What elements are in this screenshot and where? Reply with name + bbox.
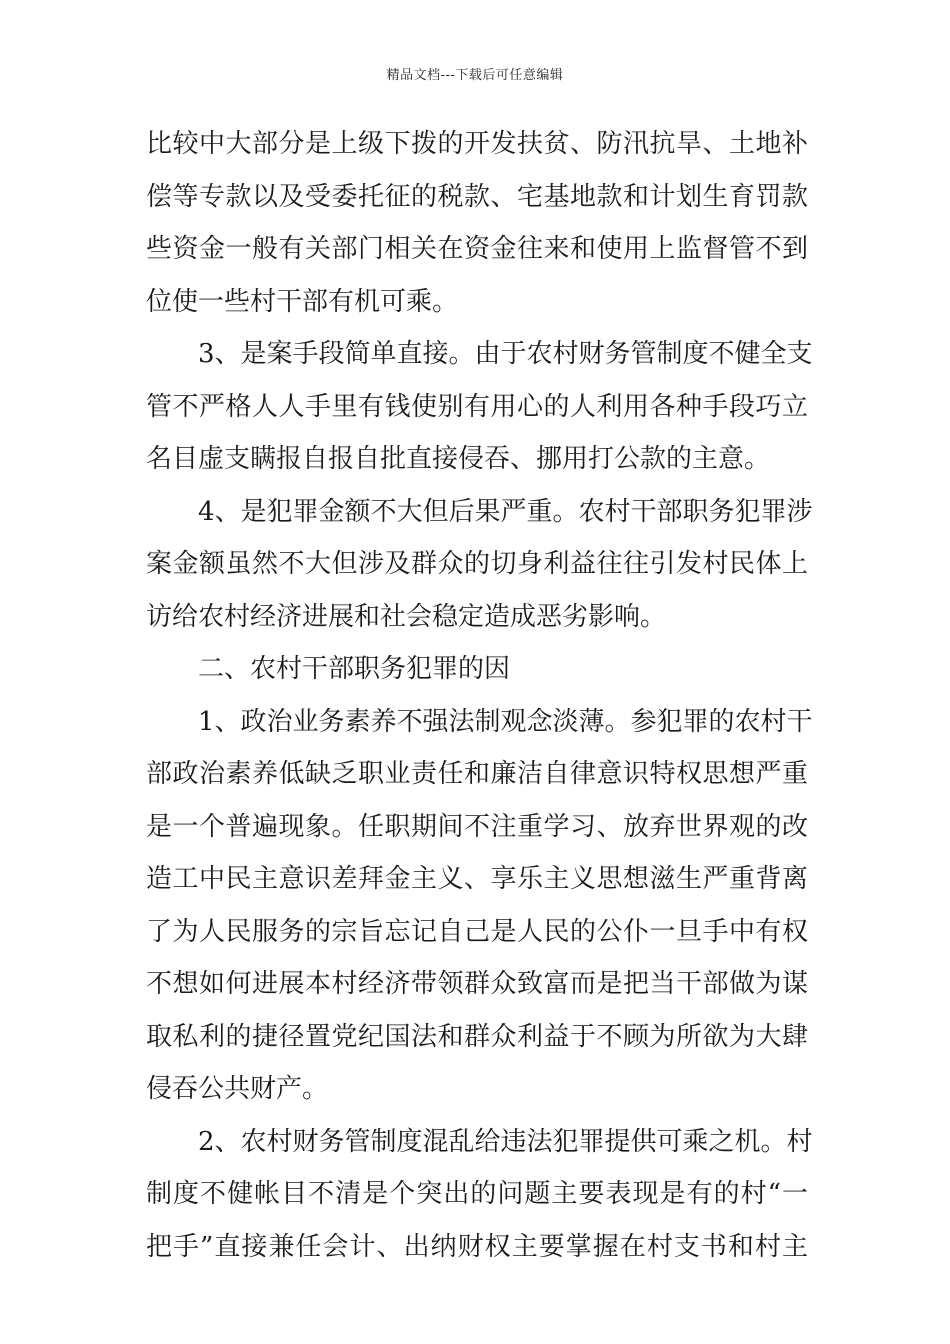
text-line: 不想如何进展本村经济带领群众致富而是把当干部做为谋 xyxy=(146,969,808,999)
text-line: 侵吞公共财产。 xyxy=(146,1074,329,1104)
text-line: 了为人民服务的宗旨忘记自己是人民的公仆一旦手中有权 xyxy=(146,916,808,947)
text-line: 些资金一般有关部门相关在资金往来和使用上监督管不到 xyxy=(146,234,808,264)
section-heading: 二、农村干部职务犯罪的因 xyxy=(198,654,511,684)
text-line: 位使一些村干部有机可乘。 xyxy=(146,286,459,317)
text-line: 取私利的捷径置党纪国法和群众利益于不顾为所欲为大肆 xyxy=(146,1021,808,1052)
document-body xyxy=(146,118,813,1273)
text-line: 1、政治业务素养不强法制观念淡薄。参犯罪的农村干 xyxy=(198,706,813,737)
text-line: 3、是案手段简单直接。由于农村财务管制度不健全支 xyxy=(198,339,813,369)
text-line: 4、是犯罪金额不大但后果严重。农村干部职务犯罪涉 xyxy=(198,496,813,527)
text-line: 名目虚支瞒报自报自批直接侵吞、挪用打公款的主意。 xyxy=(146,444,771,474)
text-line: 案金额虽然不大但涉及群众的切身利益往往引发村民体上 xyxy=(146,549,808,579)
text-line: 偿等专款以及受委托征的税款、宅基地款和计划生育罚款 xyxy=(146,181,808,212)
text-line: 是一个普遍现象。任职期间不注重学习、放弃世界观的改 xyxy=(146,811,808,842)
text-line: 部政治素养低缺乏职业责任和廉洁自律意识特权思想严重 xyxy=(146,759,808,789)
text-line: 制度不健帐目不清是个突出的问题主要表现是有的村“一 xyxy=(146,1179,808,1209)
text-line: 把手”直接兼任会计、出纳财权主要掌握在村支书和村主 xyxy=(146,1231,808,1262)
text-line: 比较中大部分是上级下拨的开发扶贫、防汛抗旱、土地补 xyxy=(146,129,808,159)
text-line: 2、农村财务管制度混乱给违法犯罪提供可乘之机。村 xyxy=(198,1126,813,1157)
text-line: 管不严格人人手里有钱使别有用心的人利用各种手段巧立 xyxy=(146,391,808,422)
text-line: 访给农村经济进展和社会稳定造成恶劣影响。 xyxy=(146,601,667,632)
page-header: 精品文档---下载后可任意编辑 xyxy=(386,68,564,83)
text-line: 造工中民主意识差拜金主义、享乐主义思想滋生严重背离 xyxy=(146,864,808,894)
